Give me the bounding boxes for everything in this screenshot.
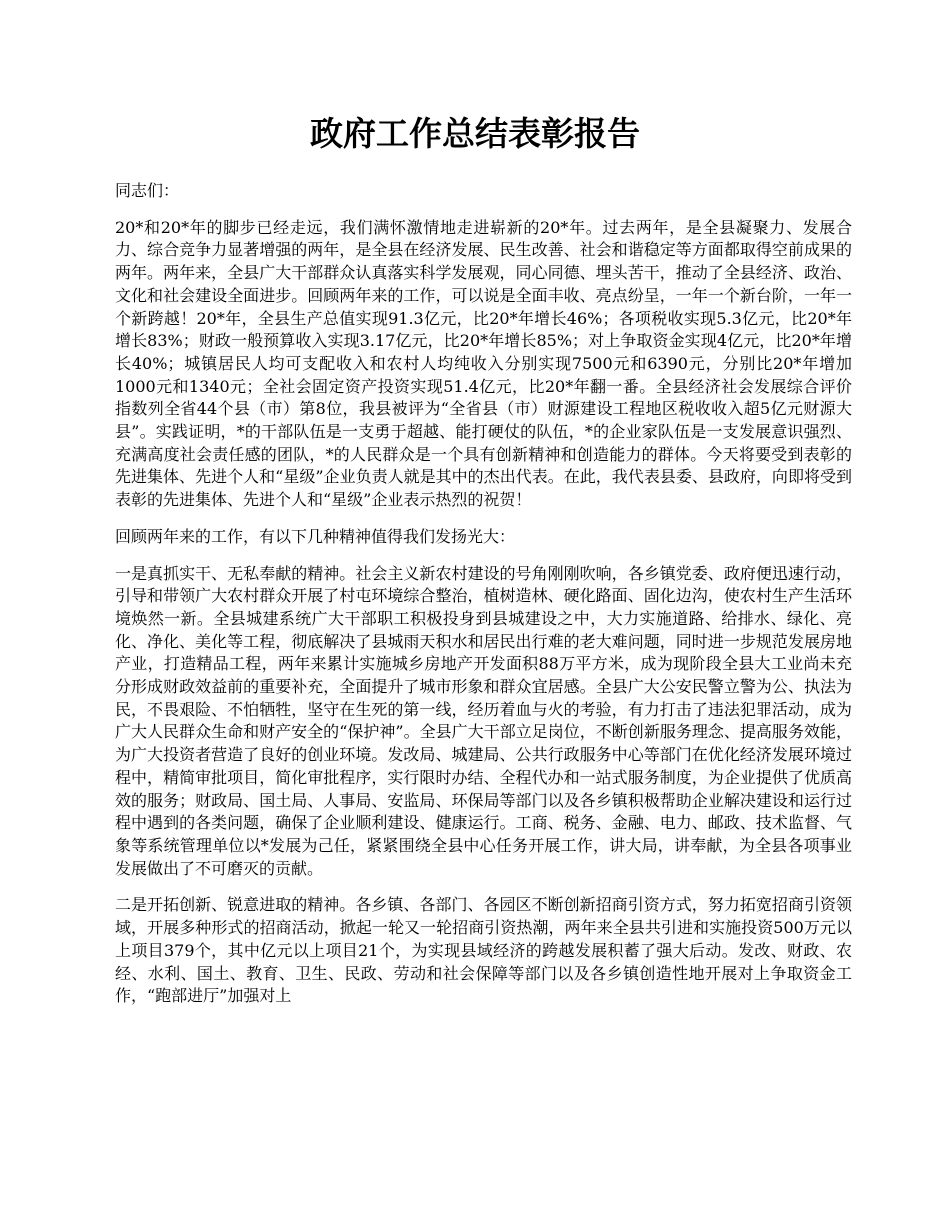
paragraph-intro: 20*和20*年的脚步已经走远，我们满怀激情地走进崭新的20*年。过去两年，是全县凝聚力、发展合力、综合竞争力显著增强的两年，是全县在经济发展、民生改善、社会和谐稳定等方面都取得空前成果的两年。两年来，全县广大干部群众认真落实科学发展观，同心同德、埋头苦干，推动了全县经济、政治、文化和社会建设全面进步。回顾两年来的工作，可以说是全面丰收、亮点纷呈，一年一个新台阶，一年一个新跨越！20*年，全县生产总值实现91.3亿元，比20*年增长46%；各项税收实现5.3亿元，比20*年增长83%；财政一般预算收入实现3.17亿元，比20*年增长85%；对上争取资金实现4亿元，比20*年增长40%；城镇居民人均可支配收入和农村人均纯收入分别实现7500元和6390元，分别比20*年增加1000元和1340元；全社会固定资产投资实现51.4亿元，比20*年翻一番。全县经济社会发展综合评价指数列全省44个县（市）第8位，我县被评为“全省县（市）财源建设工程地区税收收入超5亿元财源大县”。实践证明，*的干部队伍是一支勇于超越、能打硬仗的队伍，*的企业家队伍是一支发展意识强烈、充满高度社会责任感的团队，*的人民群众是一个具有创新精神和创造能力的群体。今天将要受到表彰的先进集体、先进个人和“星级”企业负责人就是其中的杰出代表。在此，我代表县委、县政府，向即将受到表彰的先进集体、先进个人和“星级”企业表示热烈的祝贺！ (115, 217, 852, 510)
document-title: 政府工作总结表彰报告 (310, 114, 640, 153)
paragraph-spirit-two: 二是开拓创新、锐意进取的精神。各乡镇、各部门、各园区不断创新招商引资方式，努力拓宽招商引资领域，开展多种形式的招商活动，掀起一轮又一轮招商引资热潮，两年来全县共引进和实施投资500万元以上项目379个，其中亿元以上项目21个，为实现县域经济的跨越发展积蓄了强大后动。发改、财政、农经、水利、国土、教育、卫生、民政、劳动和社会保障等部门以及各乡镇创造性地开展对上争取资金工作，“跑部进厅”加强对上 (115, 895, 852, 1006)
paragraph-spirit-one: 一是真抓实干、无私奉献的精神。社会主义新农村建设的号角刚刚吹响，各乡镇党委、政府便迅速行动，引导和带领广大农村群众开展了村屯环境综合整治，植树造林、硬化路面、固化边沟，使农村生产生活环境焕然一新。全县城建系统广大干部职工积极投身到县城建设之中，大力实施道路、给排水、绿化、亮化、净化、美化等工程，彻底解决了县城雨天积水和居民出行难的老大难问题，同时进一步规范发展房地产业，打造精品工程，两年来累计实施城乡房地产开发面积88万平方米，成为现阶段全县大工业尚未充分形成财政效益前的重要补充，全面提升了城市形象和群众宜居感。全县广大公安民警立警为公、执法为民，不畏艰险、不怕牺牲，坚守在生死的第一线，经历着血与火的考验，有力打击了违法犯罪活动，成为广大人民群众生命和财产安全的“保护神”。全县广大干部立足岗位，不断创新服务理念、提高服务效能，为广大投资者营造了良好的创业环境。发改局、城建局、公共行政服务中心等部门在优化经济发展环境过程中，精简审批项目，简化审批程序，实行限时办结、全程代办和一站式服务制度，为企业提供了优质高效的服务；财政局、国土局、人事局、安监局、环保局等部门以及各乡镇积极帮助企业解决建设和运行过程中遇到的各类问题，确保了企业顺利建设、健康运行。工商、税务、金融、电力、邮政、技术监督、气象等系统管理单位以*发展为己任，紧紧围绕全县中心任务开展工作，讲大局，讲奉献，为全县各项事业发展做出了不可磨灭的贡献。 (115, 563, 852, 878)
document-body (115, 180, 852, 1022)
paragraph-spirit-lead: 回顾两年来的工作，有以下几种精神值得我们发扬光大： (115, 526, 516, 546)
salutation: 同志们： (115, 181, 180, 200)
